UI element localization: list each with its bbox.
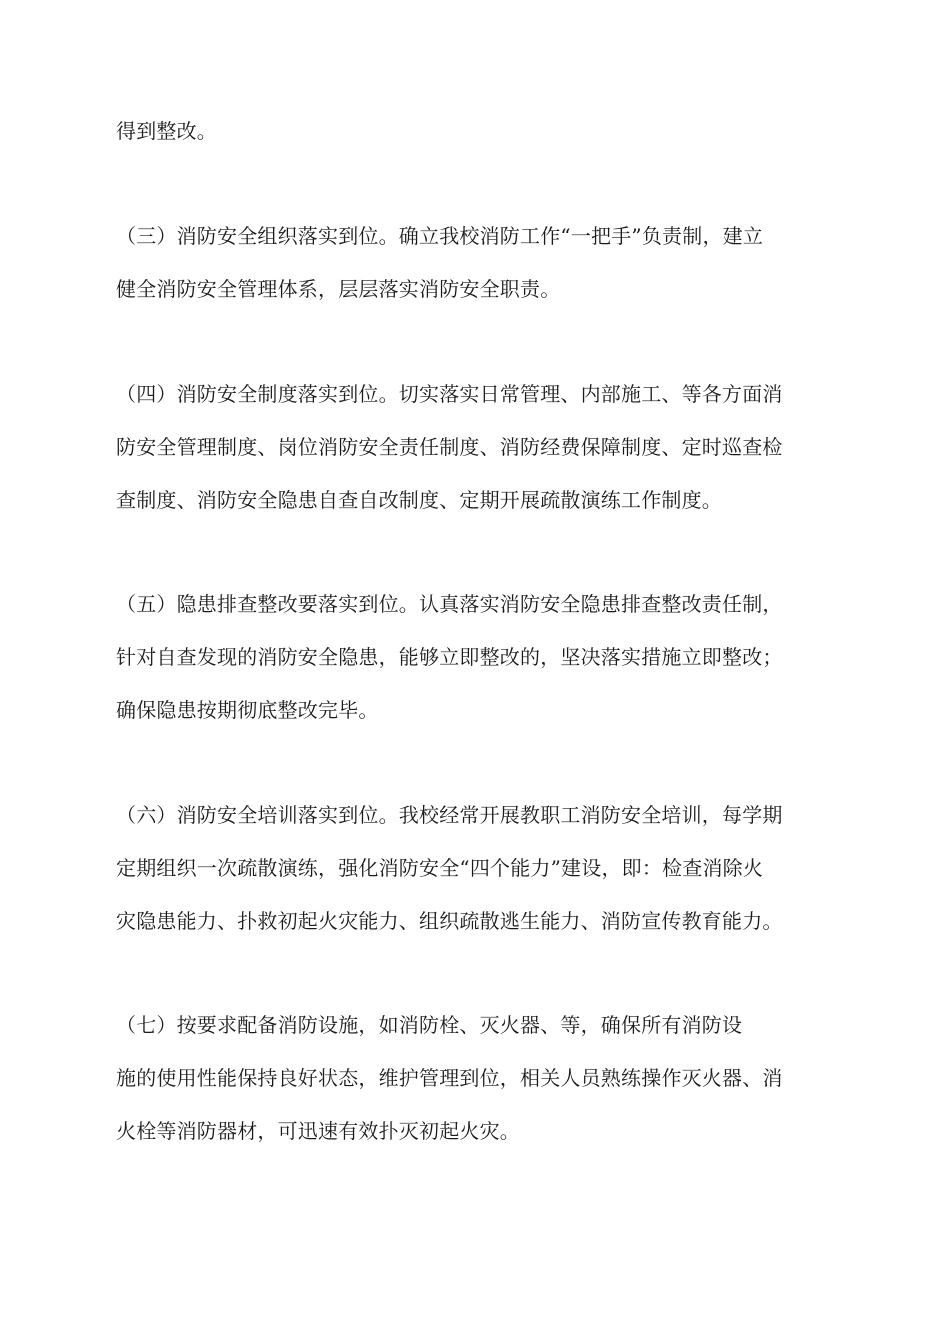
paragraph-2-line-1: （三）消防安全组织落实到位。确立我校消防工作“一把手”负责制，建立 xyxy=(116,224,764,248)
paragraph-3-line-2: 防安全管理制度、岗位消防安全责任制度、消防经费保障制度、定时巡查检 xyxy=(116,435,783,459)
paragraph-6-line-3: 火栓等消防器材，可迅速有效扑灭初起火灾。 xyxy=(116,1119,520,1143)
paragraph-5-line-2: 定期组织一次疏散演练，强化消防安全“四个能力”建设，即：检查消除火 xyxy=(116,856,764,880)
paragraph-1-line-1: 得到整改。 xyxy=(116,119,217,143)
paragraph-6-line-2: 施的使用性能保持良好状态，维护管理到位，相关人员熟练操作灭火器、消 xyxy=(116,1066,783,1090)
paragraph-5-line-1: （六）消防安全培训落实到位。我校经常开展教职工消防安全培训，每学期 xyxy=(116,803,783,827)
paragraph-3-line-1: （四）消防安全制度落实到位。切实落实日常管理、内部施工、等各方面消 xyxy=(116,382,783,406)
paragraph-3-line-3: 查制度、消防安全隐患自查自改制度、定期开展疏散演练工作制度。 xyxy=(116,488,722,512)
paragraph-2-line-2: 健全消防安全管理体系，层层落实消防安全职责。 xyxy=(116,277,561,301)
paragraph-4-line-3: 确保隐患按期彻底整改完毕。 xyxy=(116,698,379,722)
paragraph-5-line-3: 灾隐患能力、扑救初起火灾能力、组织疏散逃生能力、消防宣传教育能力。 xyxy=(116,909,783,933)
paragraph-6-line-1: （七）按要求配备消防设施，如消防栓、灭火器、等，确保所有消防设 xyxy=(116,1013,743,1037)
paragraph-4-line-2: 针对自查发现的消防安全隐患，能够立即整改的，坚决落实措施立即整改； xyxy=(116,645,783,669)
paragraph-4-line-1: （五）隐患排查整改要落实到位。认真落实消防安全隐患排查整改责任制， xyxy=(116,592,783,616)
